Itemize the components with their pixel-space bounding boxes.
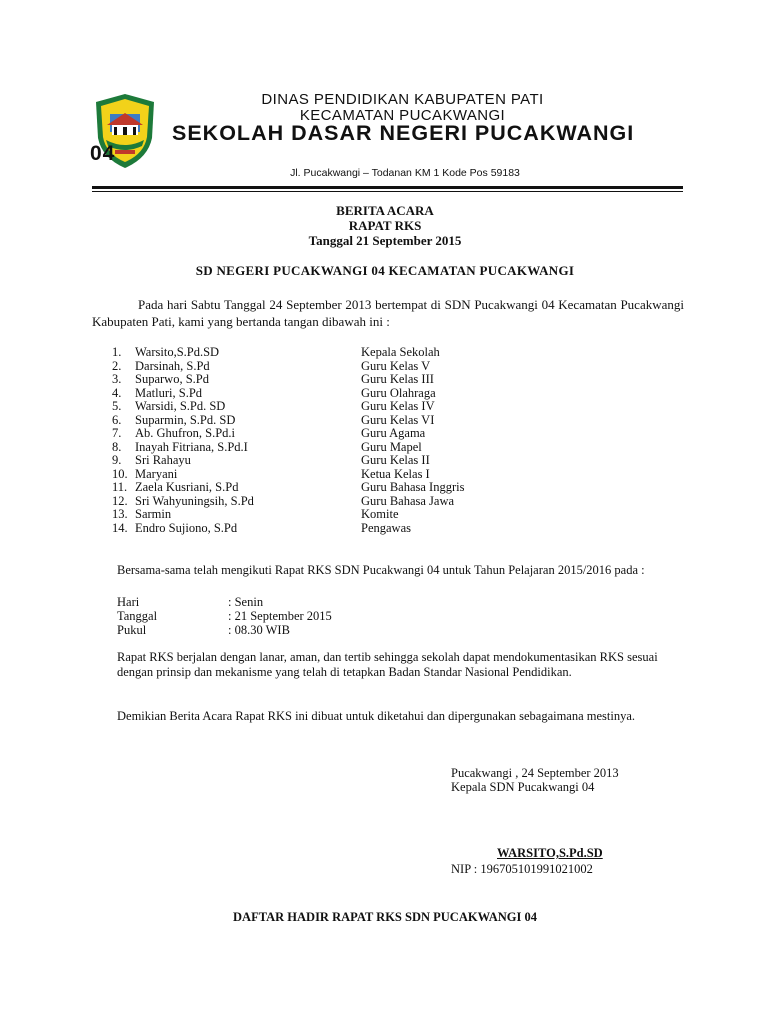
attendee-name: Sri Wahyuningsih, S.Pd [135, 493, 254, 508]
header-rule-thick [92, 186, 683, 189]
attendee-row [112, 441, 532, 455]
attendee-number: 10. [112, 466, 128, 481]
attendee-list [112, 346, 532, 535]
attendee-number: 1. [112, 345, 122, 359]
attendee-name: Ab. Ghufron, S.Pd.i [135, 426, 236, 440]
attendee-name: Matluri, S.Pd [135, 385, 203, 400]
attendee-number: 2. [112, 358, 122, 373]
attendee-row [112, 427, 532, 441]
attendee-name: Suparwo, S.Pd [135, 372, 209, 386]
attendee-row [112, 522, 532, 536]
attendee-role: Pengawas [361, 520, 411, 535]
intro-paragraph: Pada hari Sabtu Tanggal 24 September 2013 bertempat di SDN Pucakwangi 04 Kecamatan Pucakwangi Kabupaten Pati, kami yang bertanda tangan dibawah ini : [92, 297, 684, 329]
attendee-role: Guru Kelas V [361, 358, 431, 373]
meeting-result-paragraph: Rapat RKS berjalan dengan lanar, aman, dan tertib sehingga sekolah dapat mendokumentasikan RKS sesuai dengan prinsip dan mekanisme yang telah di tetapkan Badan Standar Nasional Pendidikan. [117, 650, 658, 679]
schedule-label: Hari [117, 595, 140, 609]
attendee-name: Zaela Kusriani, S.Pd [135, 480, 239, 494]
attendee-role: Ketua Kelas I [361, 466, 430, 481]
agency-name: DINAS PENDIDIKAN KABUPATEN PATI [261, 91, 544, 108]
attendee-name: Maryani [135, 466, 178, 481]
attendee-role: Guru Agama [361, 426, 426, 440]
attendance-list-title: DAFTAR HADIR RAPAT RKS SDN PUCAKWANGI 04 [233, 910, 537, 924]
attendee-row [112, 495, 532, 509]
attendee-number: 3. [112, 372, 122, 386]
schedule-value: : 08.30 WIB [228, 623, 290, 637]
attendee-role: Guru Kelas III [361, 372, 434, 386]
attendee-role: Guru Olahraga [361, 385, 436, 400]
document-title: BERITA ACARA [336, 203, 434, 218]
attendee-number: 11. [112, 480, 128, 494]
attendee-name: Sarmin [135, 507, 172, 521]
attendee-number: 6. [112, 412, 122, 427]
document-date: Tanggal 21 September 2015 [308, 233, 462, 248]
signature-name: WARSITO,S.Pd.SD [497, 846, 603, 860]
signature-role: Kepala SDN Pucakwangi 04 [451, 780, 595, 794]
attendee-name: Suparmin, S.Pd. SD [135, 412, 236, 427]
school-address: Jl. Pucakwangi – Todanan KM 1 Kode Pos 59183 [290, 167, 520, 179]
attendee-role: Guru Kelas II [361, 453, 430, 467]
attendee-number: 4. [112, 385, 122, 400]
attendee-number: 14. [112, 520, 128, 535]
attendee-name: Warsidi, S.Pd. SD [135, 399, 226, 413]
attendee-role: Kepala Sekolah [361, 345, 440, 359]
attendee-number: 5. [112, 399, 122, 413]
attendee-name: Warsito,S.Pd.SD [135, 345, 220, 359]
attendee-row [112, 400, 532, 414]
attendee-name: Sri Rahayu [135, 453, 191, 467]
attendee-row [112, 468, 532, 482]
attendee-role: Komite [361, 507, 399, 521]
attendee-number: 12. [112, 493, 128, 508]
attendee-role: Guru Kelas IV [361, 399, 435, 413]
meeting-paragraph: Bersama-sama telah mengikuti Rapat RKS SDN Pucakwangi 04 untuk Tahun Pelajaran 2015/2016 pada : [117, 563, 645, 577]
schedule-label: Pukul [117, 623, 147, 637]
schedule-value: : 21 September 2015 [228, 609, 332, 623]
school-name: SEKOLAH DASAR NEGERI PUCAKWANGI [172, 121, 635, 145]
attendee-role: Guru Mapel [361, 439, 422, 454]
district-name: KECAMATAN PUCAKWANGI [299, 107, 506, 124]
attendee-name: Darsinah, S.Pd [135, 358, 210, 373]
attendee-row [112, 346, 532, 360]
attendee-row [112, 387, 532, 401]
signature-place-date: Pucakwangi , 24 September 2013 [451, 766, 619, 780]
attendee-row [112, 360, 532, 374]
attendee-number: 9. [112, 453, 122, 467]
attendee-name: Endro Sujiono, S.Pd [135, 520, 238, 535]
attendee-row [112, 508, 532, 522]
attendee-role: Guru Bahasa Jawa [361, 493, 455, 508]
document-heading: SD NEGERI PUCAKWANGI 04 KECAMATAN PUCAKWANGI [195, 263, 575, 278]
attendee-row [112, 454, 532, 468]
schedule-value: : Senin [228, 595, 264, 609]
attendee-row [112, 414, 532, 428]
attendee-role: Guru Bahasa Inggris [361, 480, 465, 494]
header-rule-thin [92, 191, 683, 192]
schedule-label: Tanggal [117, 609, 158, 623]
attendee-row [112, 481, 532, 495]
school-number: 04 [90, 142, 116, 165]
closing-paragraph: Demikian Berita Acara Rapat RKS ini dibuat untuk diketahui dan dipergunakan sebagaimana mestinya. [117, 709, 636, 723]
attendee-number: 7. [112, 426, 122, 440]
attendee-role: Guru Kelas VI [361, 412, 435, 427]
attendee-name: Inayah Fitriana, S.Pd.I [135, 439, 248, 454]
attendee-row [112, 373, 532, 387]
signature-nip: NIP : 196705101991021002 [451, 862, 593, 876]
attendee-number: 13. [112, 507, 128, 521]
attendee-number: 8. [112, 439, 122, 454]
document-subtitle: RAPAT RKS [348, 218, 422, 233]
